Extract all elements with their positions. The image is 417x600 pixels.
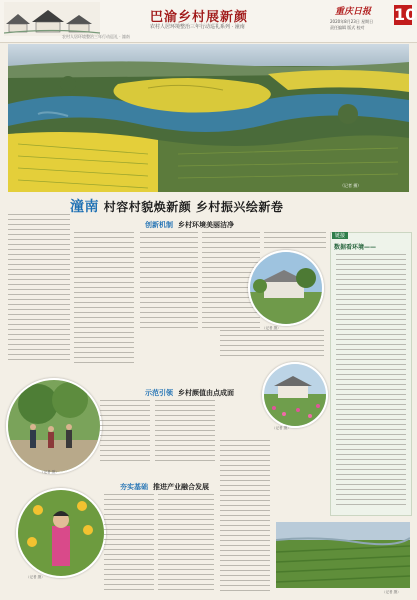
sidebar-text [336, 254, 406, 508]
headline-city: 潼南 [70, 199, 99, 215]
series-note: 农村人居环境整治三年行动巡礼 · 潼南 [62, 34, 130, 39]
section-3-title: 推进产业融合发展 [153, 483, 209, 491]
publication-date: 2020年8月23日 星期日 [330, 19, 374, 24]
body-text-column-5 [100, 400, 150, 464]
body-text-column-11 [220, 330, 324, 358]
orchard-aerial-photo [276, 522, 410, 588]
fruit-orchard-photo [16, 488, 106, 578]
body-text-column-3 [140, 232, 198, 328]
photo-credit: （记者 摄） [340, 183, 362, 188]
column-title: 巴渝乡村展新颜 [150, 10, 249, 25]
flower-field-photo [262, 362, 328, 428]
caption-flower-field: （记者 摄） [272, 426, 291, 430]
village-house-photo [248, 250, 324, 326]
caption-villagers: （记者 摄） [40, 470, 59, 474]
section-3-label: 夯实基础 [120, 483, 148, 491]
editor-info: 责任编辑 版式 校对 [330, 25, 365, 30]
sidebar-title: 数据看环境—— [334, 244, 377, 251]
body-text-column-10 [264, 232, 326, 248]
sidebar-tag: 链接 [332, 232, 348, 239]
section-2-label: 示范引领 [145, 389, 173, 397]
column-subtitle: 农村人居环境整治三年行动巡礼系列 · 潼南 [150, 24, 245, 30]
caption-orchard-aerial: （记者 摄） [382, 590, 401, 594]
body-text-column-6 [155, 400, 215, 464]
headline-text: 村容村貌焕新颜 乡村振兴绘新卷 [103, 200, 284, 214]
caption-village: （记者 摄） [262, 326, 281, 330]
villagers-photo [6, 378, 102, 474]
caption-orchard: （记者 摄） [26, 575, 45, 579]
headline [70, 196, 283, 216]
section-1-title: 乡村环境美丽洁净 [178, 221, 234, 229]
village-banner-illustration [4, 2, 100, 36]
publication-logo: 重庆日报 [335, 7, 372, 17]
section-2-title: 乡村颜值由点成面 [178, 389, 234, 397]
page-header [0, 0, 417, 43]
hero-aerial-photo [8, 44, 409, 192]
body-text-column-1 [8, 214, 70, 364]
page-number: 10 [394, 5, 417, 24]
body-text-column-9 [220, 440, 270, 592]
section-1-label: 创新机制 [145, 221, 173, 229]
body-text-column-7 [104, 494, 154, 592]
body-text-column-2 [74, 232, 134, 364]
body-text-column-8 [158, 494, 214, 592]
